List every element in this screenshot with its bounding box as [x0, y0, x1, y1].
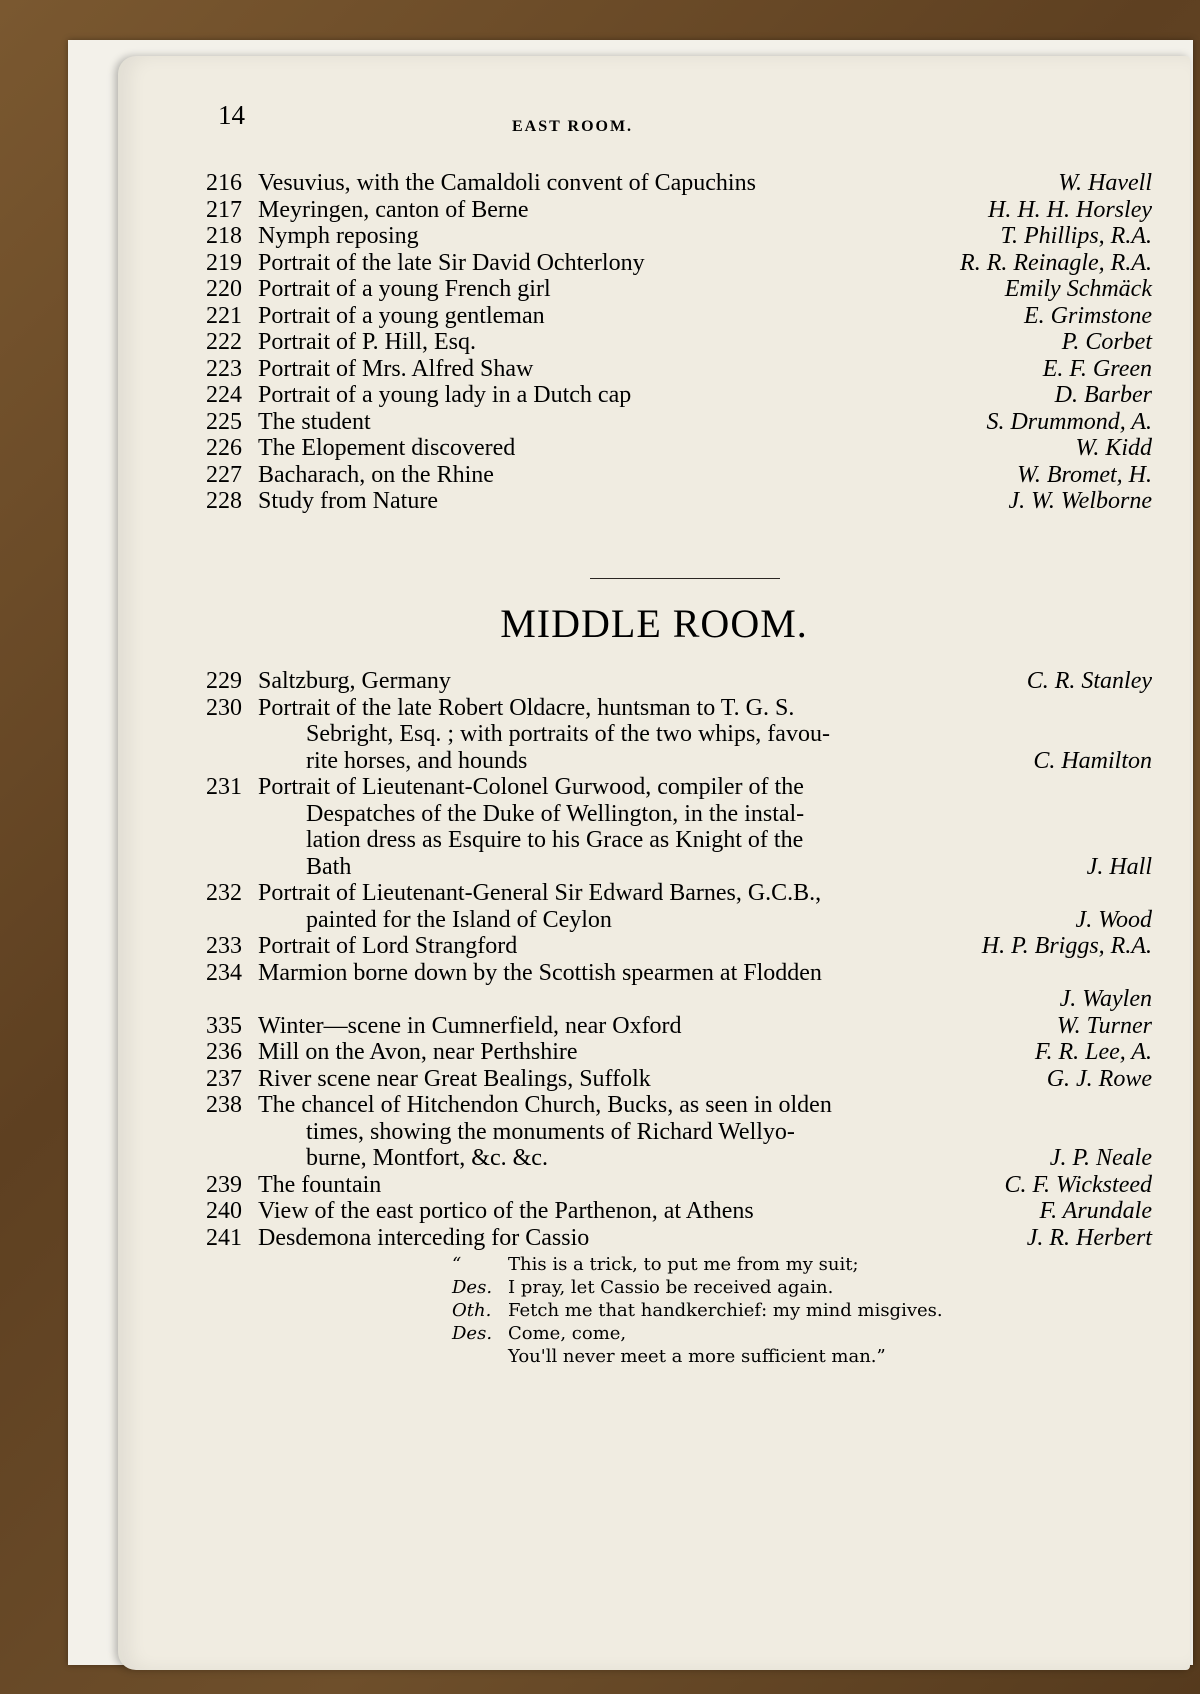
entry-artist: H. H. H. Horsley — [988, 196, 1152, 223]
entry-number: 224 — [206, 382, 242, 408]
catalogue-entry — [206, 1225, 1152, 1252]
running-head: EAST ROOM. — [512, 118, 634, 135]
entry-title: The fountain — [258, 1171, 382, 1198]
entry-title-line: Marmion borne down by the Scottish spearmen at Flodden — [258, 959, 822, 986]
entry-title: View of the east portico of the Parthenon, at Athens — [258, 1198, 754, 1224]
entry-number: 335 — [206, 1012, 242, 1039]
entry-artist: W. Havell — [1058, 170, 1152, 196]
quote-line — [452, 1276, 972, 1299]
catalogue-entry — [206, 250, 1152, 277]
quote-text: I pray, let Cassio be received again. — [508, 1277, 834, 1298]
entry-title-line: Portrait of Lieutenant-General Sir Edward Barnes, G.C.B., — [258, 880, 822, 906]
entry-artist: S. Drummond, A. — [986, 408, 1152, 435]
section-divider — [590, 578, 780, 579]
entry-artist: R. R. Reinagle, R.A. — [960, 249, 1152, 276]
entry-number: 236 — [206, 1039, 242, 1065]
catalogue-entry — [206, 276, 1152, 303]
entry-artist: W. Turner — [1056, 1012, 1152, 1039]
entry-title: River scene near Great Bealings, Suffolk — [258, 1065, 651, 1092]
entry-artist: J. Wood — [1075, 906, 1152, 933]
entry-number: 226 — [206, 435, 242, 461]
entry-number: 229 — [206, 668, 242, 694]
entry-artist: J. P. Neale — [1049, 1145, 1152, 1171]
quote-line — [452, 1299, 972, 1322]
entry-title: Meyringen, canton of Berne — [258, 196, 529, 223]
catalogue-entry — [206, 774, 1152, 880]
entry-title: Saltzburg, Germany — [258, 668, 451, 694]
catalogue-entry — [206, 1039, 1152, 1066]
entry-number: 220 — [206, 276, 242, 302]
catalogue-entry — [206, 668, 1152, 695]
entry-number: 227 — [206, 461, 242, 488]
catalogue-entry — [206, 223, 1152, 250]
entry-title: Portrait of Lord Strangford — [258, 933, 518, 959]
quote-text: You'll never meet a more sufficient man.” — [508, 1346, 886, 1367]
entry-title: Portrait of P. Hill, Esq. — [258, 329, 477, 355]
catalogue-entry — [206, 329, 1152, 356]
entry-title — [258, 774, 1152, 880]
entry-title-line: Bath — [306, 853, 352, 880]
entry-artist: H. P. Briggs, R.A. — [981, 933, 1152, 959]
othello-quotation — [452, 1253, 972, 1368]
entry-number: 241 — [206, 1224, 242, 1251]
entry-title-line: painted for the Island of Ceylon — [306, 906, 612, 933]
entry-number: 240 — [206, 1198, 242, 1224]
entry-title: The Elopement discovered — [258, 435, 516, 461]
quote-line — [452, 1322, 972, 1345]
entry-title: Portrait of a young lady in a Dutch cap — [258, 382, 632, 408]
entry-artist: J. W. Welborne — [1008, 488, 1152, 514]
entry-title: Portrait of Mrs. Alfred Shaw — [258, 355, 534, 382]
entry-number: 234 — [206, 959, 242, 986]
entry-artist: J. R. Herbert — [1026, 1224, 1152, 1251]
catalogue-entry — [206, 356, 1152, 383]
page-number: 14 — [218, 100, 245, 130]
entry-number: 218 — [206, 223, 242, 249]
catalogue-entry — [206, 303, 1152, 330]
catalogue-entry — [206, 880, 1152, 933]
entry-title-line: lation dress as Esquire to his Grace as Knight of the — [306, 827, 804, 853]
entry-number: 223 — [206, 355, 242, 382]
entry-title: The student — [258, 408, 371, 435]
catalogue-entry — [206, 382, 1152, 409]
quote-text: This is a trick, to put me from my suit; — [508, 1254, 859, 1275]
entry-title-line: burne, Montfort, &c. &c. — [306, 1145, 548, 1171]
entry-artist: C. F. Wicksteed — [1004, 1171, 1152, 1198]
quote-speaker: Des. — [452, 1323, 493, 1344]
entry-title: Desdemona interceding for Cassio — [258, 1224, 590, 1251]
entry-title: Nymph reposing — [258, 223, 419, 249]
entry-title — [258, 960, 1152, 987]
entry-number: 230 — [206, 694, 242, 721]
entry-title-line: The chancel of Hitchendon Church, Bucks, as seen in olden — [258, 1092, 832, 1118]
entry-artist: E. F. Green — [1042, 355, 1152, 382]
catalogue-entry — [206, 462, 1152, 489]
quote-text: Come, come, — [508, 1323, 627, 1344]
quote-speaker: “ Des. — [452, 1254, 493, 1298]
entry-artist: E. Grimstone — [1024, 302, 1152, 329]
entry-title-line: Despatches of the Duke of Wellington, in the instal- — [306, 800, 805, 827]
catalogue-entry — [206, 960, 1152, 1013]
entry-artist: J. Hall — [1086, 853, 1152, 880]
entry-number: 232 — [206, 880, 242, 906]
section-heading: MIDDLE ROOM. — [500, 601, 808, 646]
entry-number: 225 — [206, 408, 242, 435]
catalogue-entry — [206, 933, 1152, 960]
entry-title-line: Sebright, Esq. ; with portraits of the two whips, favou- — [306, 721, 830, 747]
entry-title-line: Portrait of the late Robert Oldacre, huntsman to T. G. S. — [258, 694, 795, 721]
catalogue-entry — [206, 1013, 1152, 1040]
middle-room-list — [206, 668, 1152, 1251]
entry-title-line: rite horses, and hounds — [306, 747, 528, 774]
entry-title: Bacharach, on the Rhine — [258, 461, 494, 488]
catalogue-entry — [206, 1092, 1152, 1172]
entry-artist: J. Waylen — [1059, 986, 1152, 1012]
entry-artist: C. Hamilton — [1033, 747, 1152, 774]
catalogue-entry — [206, 488, 1152, 515]
entry-artist: C. R. Stanley — [1026, 668, 1152, 694]
entry-number: 216 — [206, 170, 242, 196]
entry-title: Winter—scene in Cumnerfield, near Oxford — [258, 1012, 682, 1039]
entry-artist: D. Barber — [1054, 382, 1152, 408]
entry-artist: W. Bromet, H. — [1017, 461, 1152, 488]
entry-title: Mill on the Avon, near Perthshire — [258, 1039, 578, 1065]
catalogue-entry — [206, 1198, 1152, 1225]
entry-artist: F. R. Lee, A. — [1034, 1039, 1152, 1065]
entry-title — [258, 695, 1152, 775]
entry-title: Portrait of the late Sir David Ochterlony — [258, 249, 645, 276]
entry-title-line: times, showing the monuments of Richard Wellyo- — [306, 1118, 795, 1145]
entry-number: 222 — [206, 329, 242, 355]
entry-number: 228 — [206, 488, 242, 514]
entry-title: Vesuvius, with the Camaldoli convent of Capuchins — [258, 170, 756, 196]
entry-title: Portrait of a young French girl — [258, 276, 551, 302]
entry-number: 219 — [206, 249, 242, 276]
entry-number: 231 — [206, 774, 242, 800]
entry-number: 217 — [206, 196, 242, 223]
catalogue-entry — [206, 409, 1152, 436]
entry-number: 239 — [206, 1171, 242, 1198]
catalogue-entry — [206, 695, 1152, 775]
catalogue-entry — [206, 435, 1152, 462]
entry-number: 233 — [206, 933, 242, 959]
entry-artist: P. Corbet — [1061, 329, 1152, 355]
entry-number: 238 — [206, 1092, 242, 1118]
catalogue-entry — [206, 170, 1152, 197]
entry-artist: G. J. Rowe — [1046, 1065, 1152, 1092]
entry-title — [258, 1092, 1152, 1172]
catalogue-entry — [206, 197, 1152, 224]
entry-artist: T. Phillips, R.A. — [1000, 223, 1152, 249]
quote-line — [452, 1345, 972, 1368]
entry-title: Portrait of a young gentleman — [258, 302, 545, 329]
catalogue-entry — [206, 1066, 1152, 1093]
entry-artist: F. Arundale — [1039, 1198, 1152, 1224]
entry-title-line: Portrait of Lieutenant-Colonel Gurwood, compiler of the — [258, 774, 804, 800]
entry-artist: Emily Schmäck — [1004, 276, 1152, 302]
entry-title — [258, 880, 1152, 933]
catalogue-entry — [206, 1172, 1152, 1199]
east-room-list — [206, 170, 1152, 515]
quote-text: Fetch me that handkerchief: my mind misgives. — [508, 1300, 943, 1321]
quote-speaker: Oth. — [452, 1300, 492, 1321]
entry-title: Study from Nature — [258, 488, 438, 514]
entry-artist: W. Kidd — [1075, 435, 1152, 461]
entry-number: 221 — [206, 302, 242, 329]
entry-number: 237 — [206, 1065, 242, 1092]
